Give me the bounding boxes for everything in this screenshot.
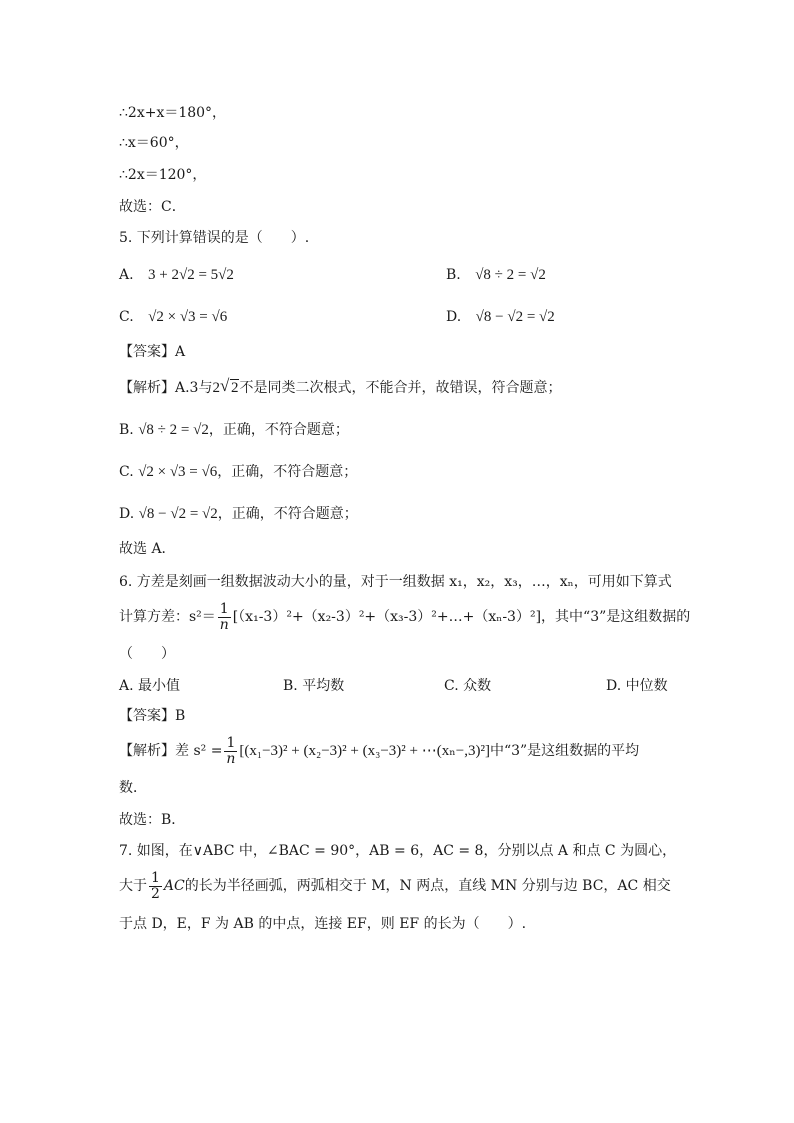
q6-stem-post: [（x₁-3）²+（x₂-3）²+（x₃-3）²+…+（xₙ-3）²]，其中“3”是这组数据的: [232, 609, 691, 625]
step-line-3: ∴2x＝120°，: [119, 167, 207, 183]
fraction-numerator: 1: [151, 869, 160, 886]
fraction-numerator: 1: [219, 600, 229, 617]
q5-option-c-expr: √2 × √3 = √6: [148, 309, 228, 325]
fraction-denominator: n: [219, 616, 229, 633]
q5-exp-lead: 【解析】A.3与: [119, 380, 213, 396]
q5-exp-b-verdict: ，正确，不符合题意；: [208, 422, 349, 438]
q6-explanation-cont: 数．: [119, 780, 147, 796]
q7-fraction: [149, 871, 162, 902]
q7-stem-line-2: [119, 869, 671, 903]
q5-exp-d-label: D.: [119, 506, 135, 522]
q5-explanation-a: 【解析】A.3与2√ 2不是同类二次根式，不能合并，故错误，符合题意；: [119, 379, 561, 397]
q6-paren: （ ）: [119, 646, 175, 662]
q6-explanation: [119, 734, 639, 768]
q5-exp-b-expr: √8 ÷ 2 = √2: [138, 422, 209, 438]
step-line-2: ∴x＝60°，: [119, 135, 189, 151]
q7-stem-line-3: 于点 D，E，F 为 AB 的中点，连接 EF，则 EF 的长为（ ）.: [119, 916, 527, 932]
q5-option-d: [446, 308, 555, 326]
q6-choice: 故选：B．: [119, 812, 186, 828]
step-choice: 故选：C．: [119, 199, 186, 215]
step-line-1: ∴2x+x＝180°，: [119, 105, 227, 121]
q5-choice: 故选 A．: [119, 541, 176, 557]
q6-answer: 【答案】B: [119, 708, 186, 724]
q5-option-b-expr: √8 ÷ 2 = √2: [475, 267, 546, 283]
q5-option-b: [446, 266, 546, 284]
q5-exp-c-label: C.: [119, 464, 134, 480]
sqrt-symbol: √ 2: [221, 379, 240, 397]
q5-explanation-b: [119, 421, 349, 439]
q6-stem-pre: 计算方差：s²＝: [119, 609, 216, 625]
q6-exp-post: 中“3”是这组数据的平均: [489, 743, 640, 759]
fraction-denominator: 2: [151, 885, 160, 902]
q6-option-a: A. 最小值: [119, 678, 181, 694]
q6-stem-line-2: [119, 600, 690, 634]
q5-exp-d-verdict: ，正确，不符合题意；: [217, 506, 358, 522]
q7-line2-pre: 大于: [119, 878, 147, 894]
q5-explanation-d: [119, 505, 358, 523]
q6-exp-formula: [(x₁−3)² + (x₂−3)² + (x₃−3)² + ⋯(xₙ−,3)²]: [239, 743, 490, 759]
q6-exp-fraction: [224, 736, 237, 767]
q5-stem: 5. 下列计算错误的是（ ）.: [119, 230, 310, 246]
q5-exp-d-expr: √8 − √2 = √2: [138, 506, 218, 522]
q5-explanation-c: [119, 463, 357, 481]
q6-fraction: [218, 602, 231, 633]
q5-option-d-label: D.: [446, 309, 462, 325]
q5-exp-c-verdict: ，正确，不符合题意；: [217, 464, 358, 480]
q5-exp-c-expr: √2 × √3 = √6: [138, 464, 218, 480]
q5-answer: 【答案】A: [119, 344, 186, 360]
q5-exp-b-label: B.: [119, 422, 134, 438]
q5-option-a-expr: 3 + 2√2 = 5√2: [148, 267, 234, 283]
q6-option-d: D. 中位数: [606, 678, 668, 694]
q7-line2-ac: AC: [163, 878, 185, 894]
q6-stem-line-1: 6. 方差是刻画一组数据波动大小的量，对于一组数据 x₁，x₂，x₃，…，xₙ，可用如下算式: [119, 574, 672, 590]
q5-option-a-label: A.: [119, 267, 134, 283]
q6-exp-pre: 【解析】差 s² =: [119, 743, 223, 759]
q6-option-c: C. 众数: [444, 678, 492, 694]
q5-option-a: [119, 266, 234, 284]
q7-line2-post: 的长为半径画弧，两弧相交于 M，N 两点，直线 MN 分别与边 BC，AC 相交: [184, 878, 671, 894]
q5-option-c-label: C.: [119, 309, 134, 325]
q6-option-b: B. 平均数: [283, 678, 345, 694]
q5-option-c: [119, 308, 227, 326]
fraction-denominator: n: [226, 750, 236, 767]
q5-exp-a-rest: 不是同类二次根式，不能合并，故错误，符合题意；: [239, 380, 562, 396]
q5-option-d-expr: √8 − √2 = √2: [475, 309, 555, 325]
q5-option-b-label: B.: [446, 267, 461, 283]
fraction-numerator: 1: [226, 734, 236, 751]
q7-stem-line-1: 7. 如图，在∨ABC 中，∠BAC = 90°，AB = 6，AC = 8，分别以点 A 和点 C 为圆心，: [119, 843, 677, 859]
